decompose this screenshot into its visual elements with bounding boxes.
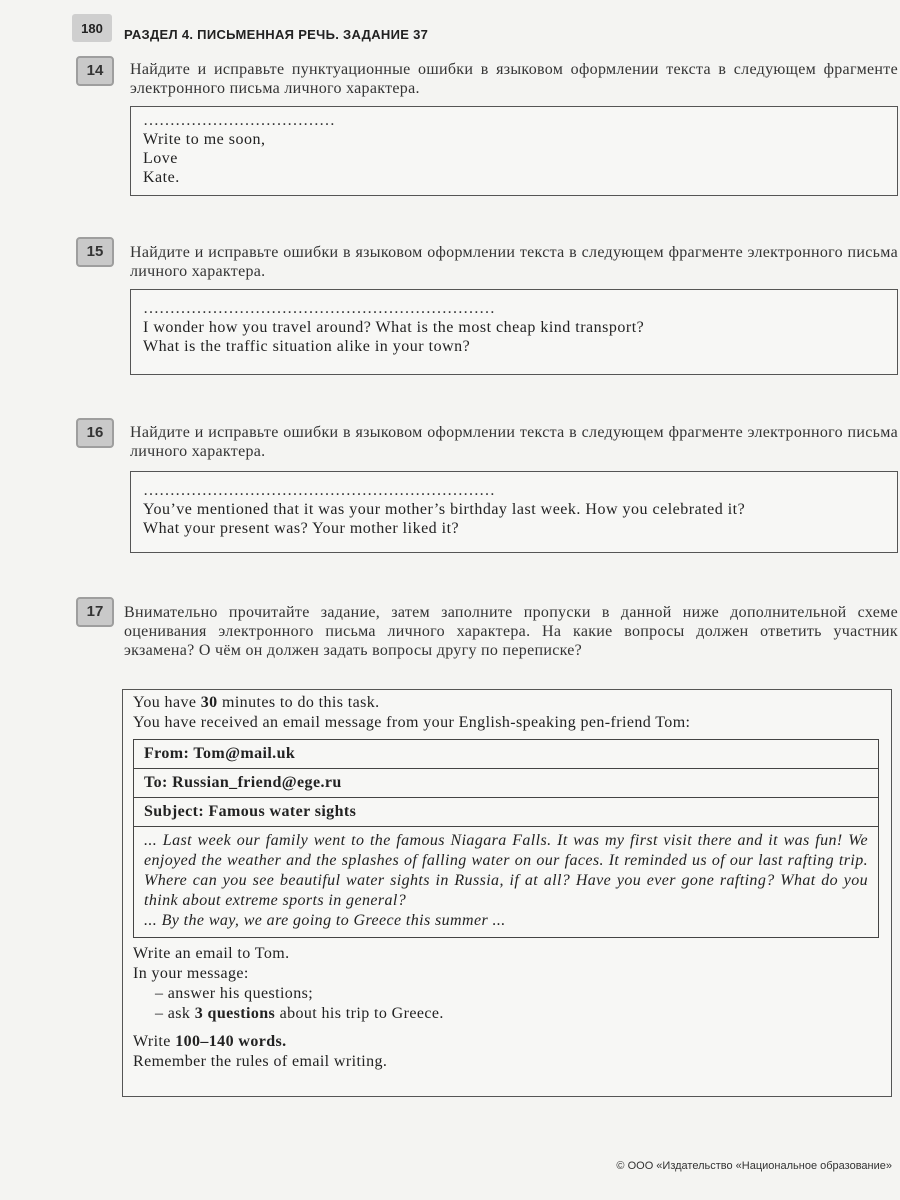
text-line: You’ve mentioned that it was your mother’s birthday last week. How you celebrated it?	[143, 501, 746, 518]
task-17-instruction: Внимательно прочитайте задание, затем заполните пропуски в данной ниже дополнительной схеме оценивания электронного письма личного характера. На какие вопросы должен ответить участник экзамена? О чём он должен задать вопросы другу по переписке?	[124, 604, 898, 659]
text-line: What your present was? Your mother liked it?	[143, 520, 460, 537]
text-line: I wonder how you travel around? What is the most cheap kind transport?	[143, 319, 645, 336]
copyright-footer: © ООО «Издательство «Национальное образование»	[616, 1160, 892, 1172]
email-subject: Subject: Famous water sights	[134, 798, 878, 827]
task-line: In your message:	[133, 965, 249, 982]
task-14-number: 14	[76, 56, 114, 86]
email-to: To: Russian_friend@ege.ru	[134, 769, 878, 798]
task-15-text-box	[130, 289, 898, 375]
intro-line: You have received an email message from your English-speaking pen-friend Tom:	[133, 714, 691, 731]
ellipsis-line: …………………………………………………………	[143, 300, 495, 317]
email-card	[133, 739, 879, 938]
task-line: Remember the rules of email writing.	[133, 1053, 388, 1070]
list-item: – answer his questions;	[155, 985, 314, 1002]
task-17-number: 17	[76, 597, 114, 627]
task-14-instruction: Найдите и исправьте пунктуационные ошибки в языковом оформлении текста в следующем фрагменте электронного письма личного характера.	[130, 61, 898, 97]
word-count-line: Write 100–140 words.	[133, 1033, 287, 1050]
task-16-text-box	[130, 471, 898, 553]
task-15-instruction: Найдите и исправьте ошибки в языковом оформлении текста в следующем фрагменте электронного письма личного характера.	[130, 244, 898, 280]
task-16-instruction: Найдите и исправьте ошибки в языковом оформлении текста в следующем фрагменте электронного письма личного характера.	[130, 424, 898, 460]
page-number: 180	[72, 14, 112, 42]
text-line: Love	[143, 150, 178, 167]
task-16-number: 16	[76, 418, 114, 448]
list-item: – ask 3 questions about his trip to Greece.	[155, 1005, 444, 1022]
email-from: From: Tom@mail.uk	[134, 740, 878, 769]
ellipsis-line: ………………………………	[143, 112, 335, 129]
task-15-number: 15	[76, 237, 114, 267]
text-line: Kate.	[143, 169, 180, 186]
intro-line: You have 30 minutes to do this task.	[133, 694, 380, 711]
ellipsis-line: …………………………………………………………	[143, 482, 495, 499]
task-17-assignment-box	[122, 689, 892, 1097]
email-body: ... Last week our family went to the famous Niagara Falls. It was my first visit there and it was fun! We enjoyed the weather and the splashes of falling water on our faces. It reminded us of our last rafting trip. Where can you see beautiful water sights in Russia, if at all? Have you ever gone rafting? What do you think about extreme sports in general? ... By the way, we are going to Greece this summer ...	[144, 832, 868, 929]
section-title: РАЗДЕЛ 4. ПИСЬМЕННАЯ РЕЧЬ. ЗАДАНИЕ 37	[124, 27, 429, 42]
task-14-text-box	[130, 106, 898, 196]
text-line: Write to me soon,	[143, 131, 266, 148]
task-line: Write an email to Tom.	[133, 945, 290, 962]
text-line: What is the traffic situation alike in your town?	[143, 338, 471, 355]
